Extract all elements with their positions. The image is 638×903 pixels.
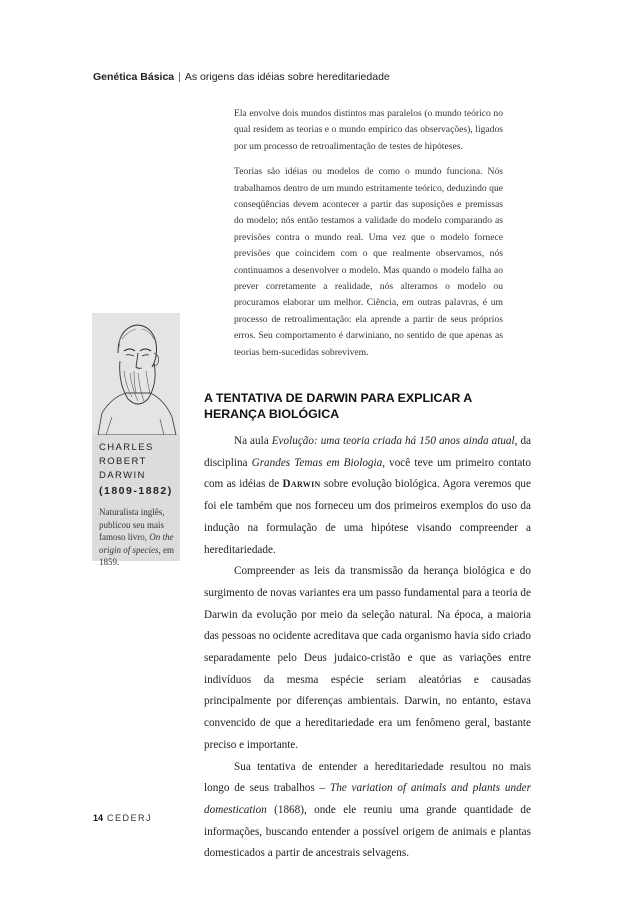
- running-header: [93, 71, 390, 83]
- body-text-span: , você teve um primeiro contato com as idéias de: [204, 456, 532, 491]
- body-paragraph-2: Compreender as leis da transmissão da herança biológica e do surgimento de novas variantes era um passo fundamental para a teoria de Darwin da evolução por meio da seleção natural. Na época, a maioria das pessoas no ocidente acreditava que cada organismo havia sido criado separadamente pelo Deus judaico-cristão e que as variações entre indivíduos da mesma espécie seriam aleatórias e causadas principalmente por diferenças ambientais. Darwin, no entanto, estava convencido de que a hereditariedade era um fenômeno geral, bastante preciso e importante.: [204, 565, 531, 751]
- caption-text: Naturalista inglês, publicou seu mais famoso livro,: [99, 507, 165, 542]
- header-separator: |: [178, 71, 181, 83]
- body-paragraph-3: [204, 757, 531, 866]
- caption-tail: , em 1859.: [99, 544, 174, 567]
- caption-book-title: On the origin of species: [99, 532, 174, 555]
- darwin-bio: [99, 441, 177, 569]
- body-text-span: sobre evolução biológica. Agora veremos que foi ele também que nos forneceu um dos primeiros exemplos do uso da indução na formulação de uma hipótese visando compreender a hereditariedade.: [204, 478, 531, 556]
- darwin-portrait: [92, 313, 180, 435]
- publisher-name: CEDERJ: [107, 813, 153, 823]
- page-number: 14: [93, 813, 104, 823]
- page-footer: [93, 813, 152, 823]
- body-text: [204, 431, 531, 865]
- book-title: Genética Básica: [93, 71, 175, 83]
- body-text-span: , da disciplina: [204, 435, 531, 469]
- intro-paragraph-1: Ela envolve dois mundos distintos mas paralelos (o mundo teórico no qual residem as teorias e o mundo empírico das observações), ligados por um processo de retroalimentação de testes de hipóteses.: [234, 108, 503, 152]
- body-paragraph-1: [204, 431, 531, 561]
- body-text-span: Sua tentativa de entender a hereditariedade resultou no mais longo de seus trabalhos –: [204, 760, 531, 795]
- section-title: A TENTATIVA DE DARWIN PARA EXPLICAR A HERANÇA BIOLÓGICA: [204, 391, 472, 421]
- intro-quote: [234, 106, 503, 370]
- darwin-sidebar: [92, 313, 180, 567]
- person-name-first: CHARLES: [99, 442, 154, 453]
- course-title: Grandes Temas em Biologia: [251, 456, 383, 469]
- person-caption: [99, 506, 177, 569]
- lesson-title: Evolução: uma teoria criada há 150 anos ainda atual: [271, 435, 515, 447]
- body-text-span: Na aula: [234, 435, 272, 447]
- darwin-portrait-drawing: [92, 313, 180, 435]
- intro-paragraph-2: Teorias são idéias ou modelos de como o mundo funciona. Nós trabalhamos dentro de um mundo estritamente teórico, deduzindo que conseqüências devem acontecer a partir das suposições e premissas do modelo; nós então testamos a validade do modelo comparando as previsões contra o mundo real. Uma vez que o modelo fornece previsões que coincidem com o que realmente observamos, nós continuamos a desenvolver o modelo. Mas quando o modelo falha ao prever corretamente a realidade, nós alteramos o modelo ou procuramos elaborar um melhor. Ciência, em outras palavras, é um processo de retroalimentação: ela aprende a partir de seus próprios erros. Seu comportamento é darwiniano, no sentido de que apenas as teorias bem-sucedidas sobrevivem.: [234, 166, 503, 358]
- body-text-span: (1868), onde ele reuniu uma grande quantidade de informações, buscando entender a possível origem de animais e plantas domesticados a partir de ancestrais selvagens.: [204, 803, 531, 860]
- person-years: (1809-1882): [99, 485, 173, 497]
- darwin-name: Darwin: [282, 478, 321, 491]
- chapter-title: As origens das idéias sobre hereditariedade: [184, 71, 390, 83]
- person-name-last: ROBERT DARWIN: [99, 456, 147, 481]
- book-title-variation: The variation of animals and plants under domestication: [204, 782, 531, 816]
